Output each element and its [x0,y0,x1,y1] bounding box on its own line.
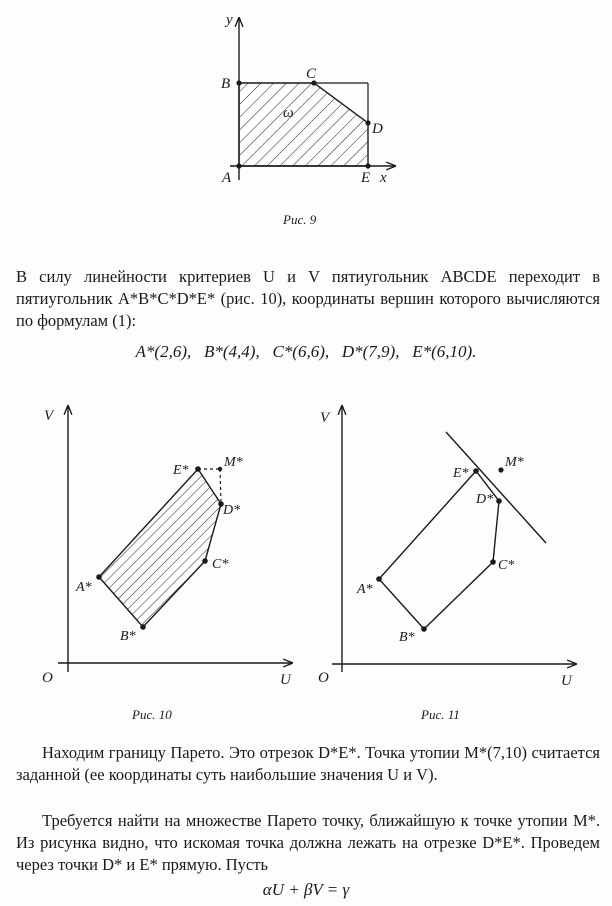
paragraph-3: Требуется найти на множестве Парето точку, ближайшую к точке утопии M*. Из рисунка видно, что искомая точка должна лежать на отрезке D*E*. Проведем через точки D* и E* прямую. Пусть [16,811,600,874]
fig11-label-U: U [561,673,572,689]
fig9-point-A [236,163,241,168]
fig9-point-D [365,120,370,125]
fig10-label-E: E* [173,463,189,478]
fig11-caption: Рис. 11 [421,707,460,722]
fig11-point-B [421,626,427,632]
fig10-point-E [195,466,201,472]
fig10-label-D: D* [223,503,241,518]
fig10-label-U: U [280,672,291,688]
fig10-label-A: A* [76,580,92,595]
fig9-label-omega: ω [283,105,294,121]
paragraph-1: В силу линейности критериев U и V пятиугольник ABCDE переходит в пятиугольник A*B*C*D*E* (рис. 10), координаты вершин которого вычисляются по формулам (1): [16,267,600,330]
paragraph-2: Находим границу Парето. Это отрезок D*E*. Точка утопии M*(7,10) считается заданной (ее координаты суть наибольшие значения U и V). [16,743,600,784]
fig10-polygon [99,469,221,627]
fig10-label-B: B* [120,629,136,644]
fig9-label-C: C [306,66,317,82]
fig11-label-D: D* [476,492,494,507]
fig11-label-V: V [320,410,330,426]
fig10-label-V: V [44,408,54,424]
fig10-point-C [202,558,208,564]
fig11-label-M: M* [505,455,524,470]
fig11-point-C [490,559,496,565]
fig11-point-A [376,576,382,582]
fig9-label-x: x [380,170,387,186]
fig9-region-omega [239,83,368,166]
fig11-label-C: C* [498,558,515,573]
figure-10 [0,390,300,720]
fig10-point-A [96,574,102,580]
figure-11 [306,390,606,720]
fig11-label-O: O [318,670,329,686]
fig9-label-E: E [361,170,371,186]
fig9-label-B: B [221,76,231,92]
fig11-label-A: A* [357,582,373,597]
fig10-label-C: C* [212,557,229,572]
figure-9 [0,0,612,230]
fig10-label-O: O [42,670,53,686]
fig9-caption: Рис. 9 [283,212,317,227]
fig10-point-M [218,467,222,471]
fig9-point-B [236,80,241,85]
vertices-line: A*(2,6), B*(4,4), C*(6,6), D*(7,9), E*(6,10). [135,342,477,361]
fig10-dash-m-d [220,469,221,504]
fig10-point-B [140,624,146,630]
fig11-point-D [496,498,502,504]
fig10-caption: Рис. 10 [132,707,172,722]
fig11-label-B: B* [399,630,415,645]
fig9-label-D: D [372,121,383,137]
fig9-label-A: A [222,170,232,186]
fig9-point-E [365,163,370,168]
fig11-label-E: E* [453,466,469,481]
fig9-label-y: y [226,12,233,28]
formula-line: αU + βV = γ [262,880,350,899]
fig11-point-E [473,468,479,474]
fig10-label-M: M* [224,455,243,470]
fig11-point-M [498,467,503,472]
